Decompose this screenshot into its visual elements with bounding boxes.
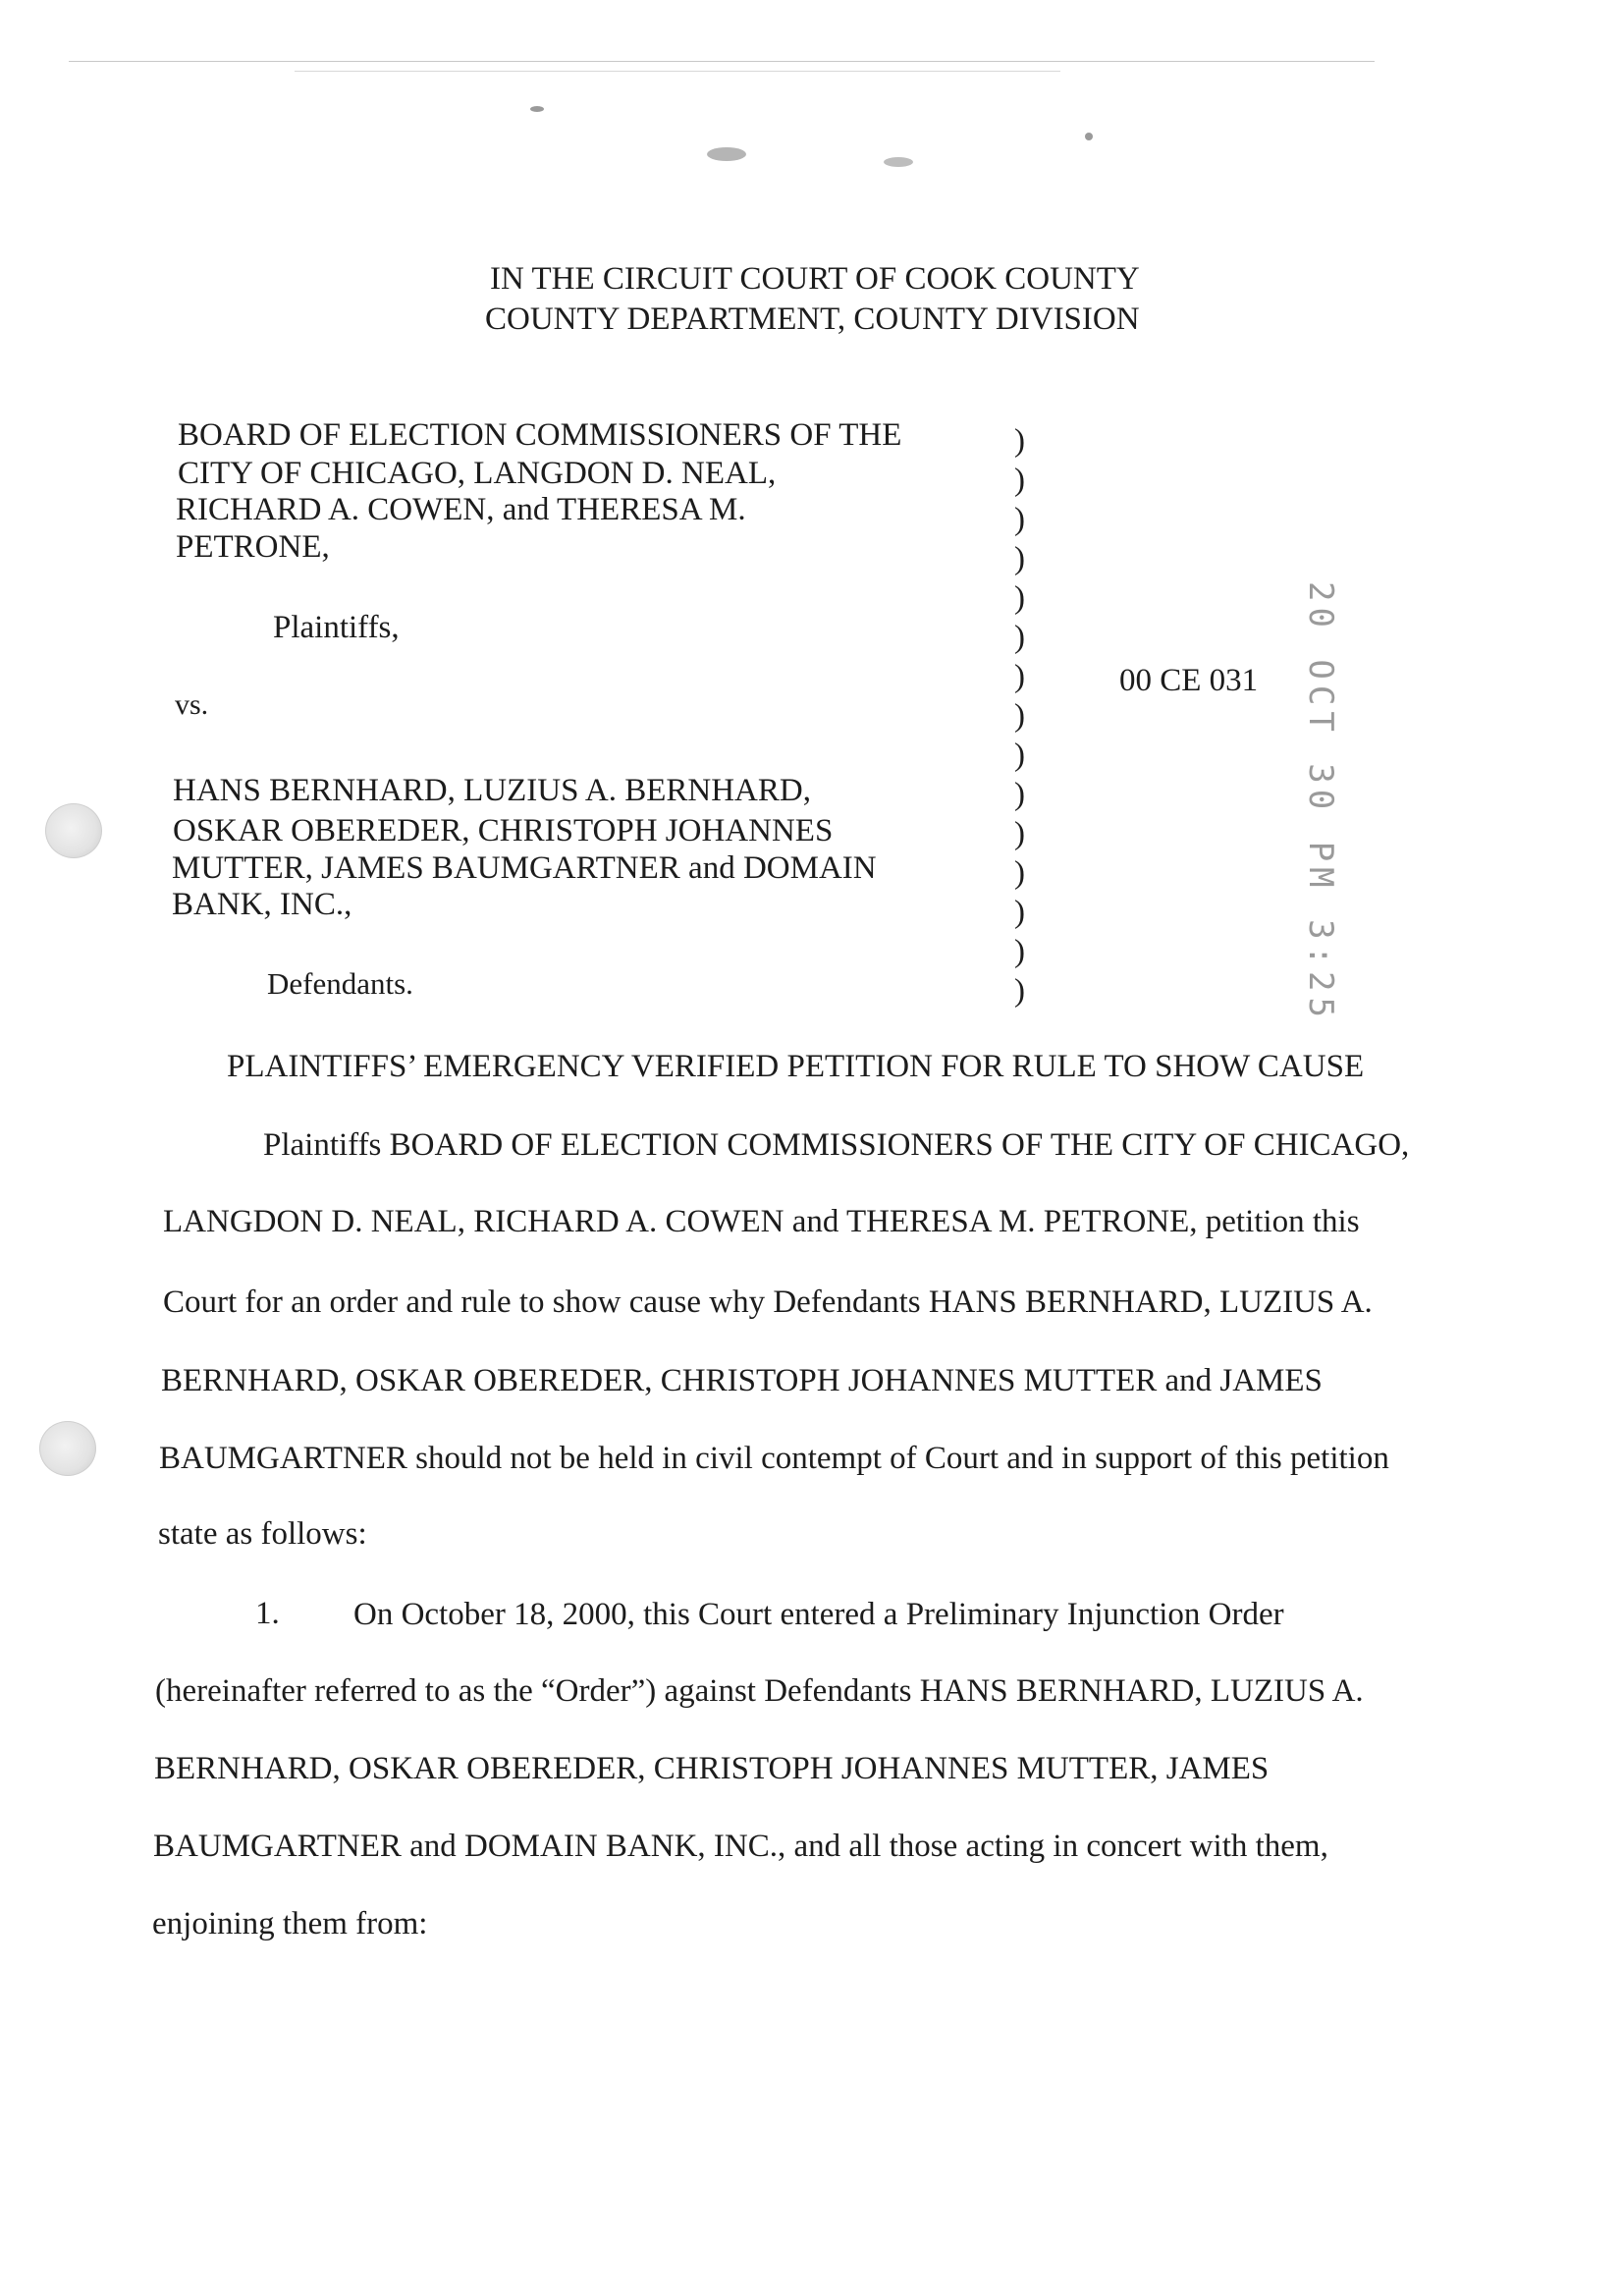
caption-paren: ) [1014, 973, 1025, 1009]
caption-paren: ) [1014, 816, 1025, 851]
scan-artifact-line [69, 61, 1375, 62]
defendants-name-line: BANK, INC., [172, 887, 352, 922]
plaintiffs-label: Plaintiffs, [273, 610, 400, 645]
caption-paren: ) [1014, 934, 1025, 969]
paragraph-line: BAUMGARTNER and DOMAIN BANK, INC., and all those acting in concert with them, [153, 1829, 1328, 1864]
case-number: 00 CE 031 [1119, 663, 1259, 698]
caption-paren: ) [1014, 698, 1025, 734]
caption-paren: ) [1014, 855, 1025, 891]
caption-paren: ) [1014, 777, 1025, 812]
defendants-name-line: HANS BERNHARD, LUZIUS A. BERNHARD, [173, 773, 811, 808]
scan-speck [707, 147, 746, 161]
scan-artifact-line [295, 71, 1060, 72]
defendants-name-line: OSKAR OBEREDER, CHRISTOPH JOHANNES [173, 813, 834, 848]
intro-line: LANGDON D. NEAL, RICHARD A. COWEN and THERESA M. PETRONE, petition this [163, 1204, 1360, 1239]
caption-paren: ) [1014, 620, 1025, 655]
paragraph-line: On October 18, 2000, this Court entered a Preliminary Injunction Order [353, 1597, 1284, 1632]
caption-paren: ) [1014, 463, 1025, 498]
plaintiffs-name-line: BOARD OF ELECTION COMMISSIONERS OF THE [178, 417, 902, 453]
caption-paren: ) [1014, 738, 1025, 773]
defendants-label: Defendants. [267, 966, 413, 1001]
document-title: PLAINTIFFS’ EMERGENCY VERIFIED PETITION FOR RULE TO SHOW CAUSE [227, 1049, 1365, 1084]
caption-paren: ) [1014, 541, 1025, 576]
paragraph-line: (hereinafter referred to as the “Order”) against Defendants HANS BERNHARD, LUZIUS A. [155, 1673, 1364, 1709]
paragraph-number: 1. [255, 1596, 280, 1631]
paragraph-line: BERNHARD, OSKAR OBEREDER, CHRISTOPH JOHANNES MUTTER, JAMES [154, 1751, 1270, 1786]
intro-line: state as follows: [158, 1516, 367, 1552]
versus-label: vs. [175, 688, 209, 721]
scan-speck [530, 106, 544, 112]
intro-line: Court for an order and rule to show cause why Defendants HANS BERNHARD, LUZIUS A. [163, 1285, 1373, 1320]
scan-speck [1085, 133, 1093, 140]
caption-paren: ) [1014, 895, 1025, 930]
filing-stamp: 20 OCT 30 PM 3:25 [1301, 581, 1340, 1023]
caption-paren: ) [1014, 423, 1025, 459]
plaintiffs-name-line: RICHARD A. COWEN, and THERESA M. [176, 492, 746, 527]
intro-line: BAUMGARTNER should not be held in civil contempt of Court and in support of this petition [159, 1441, 1389, 1476]
court-heading-line-2: COUNTY DEPARTMENT, COUNTY DIVISION [485, 301, 1140, 337]
punch-hole-lower [39, 1421, 96, 1476]
plaintiffs-name-line: PETRONE, [176, 529, 330, 565]
court-heading-line-1: IN THE CIRCUIT COURT OF COOK COUNTY [490, 261, 1140, 297]
intro-line: BERNHARD, OSKAR OBEREDER, CHRISTOPH JOHANNES MUTTER and JAMES [161, 1363, 1323, 1398]
caption-paren: ) [1014, 580, 1025, 616]
caption-paren: ) [1014, 659, 1025, 694]
intro-line: Plaintiffs BOARD OF ELECTION COMMISSIONERS OF THE CITY OF CHICAGO, [263, 1127, 1410, 1163]
caption-paren: ) [1014, 502, 1025, 537]
plaintiffs-name-line: CITY OF CHICAGO, LANGDON D. NEAL, [178, 456, 777, 491]
punch-hole-upper [45, 803, 102, 858]
defendants-name-line: MUTTER, JAMES BAUMGARTNER and DOMAIN [172, 850, 877, 886]
scan-speck [884, 157, 913, 167]
paragraph-line: enjoining them from: [152, 1906, 428, 1941]
